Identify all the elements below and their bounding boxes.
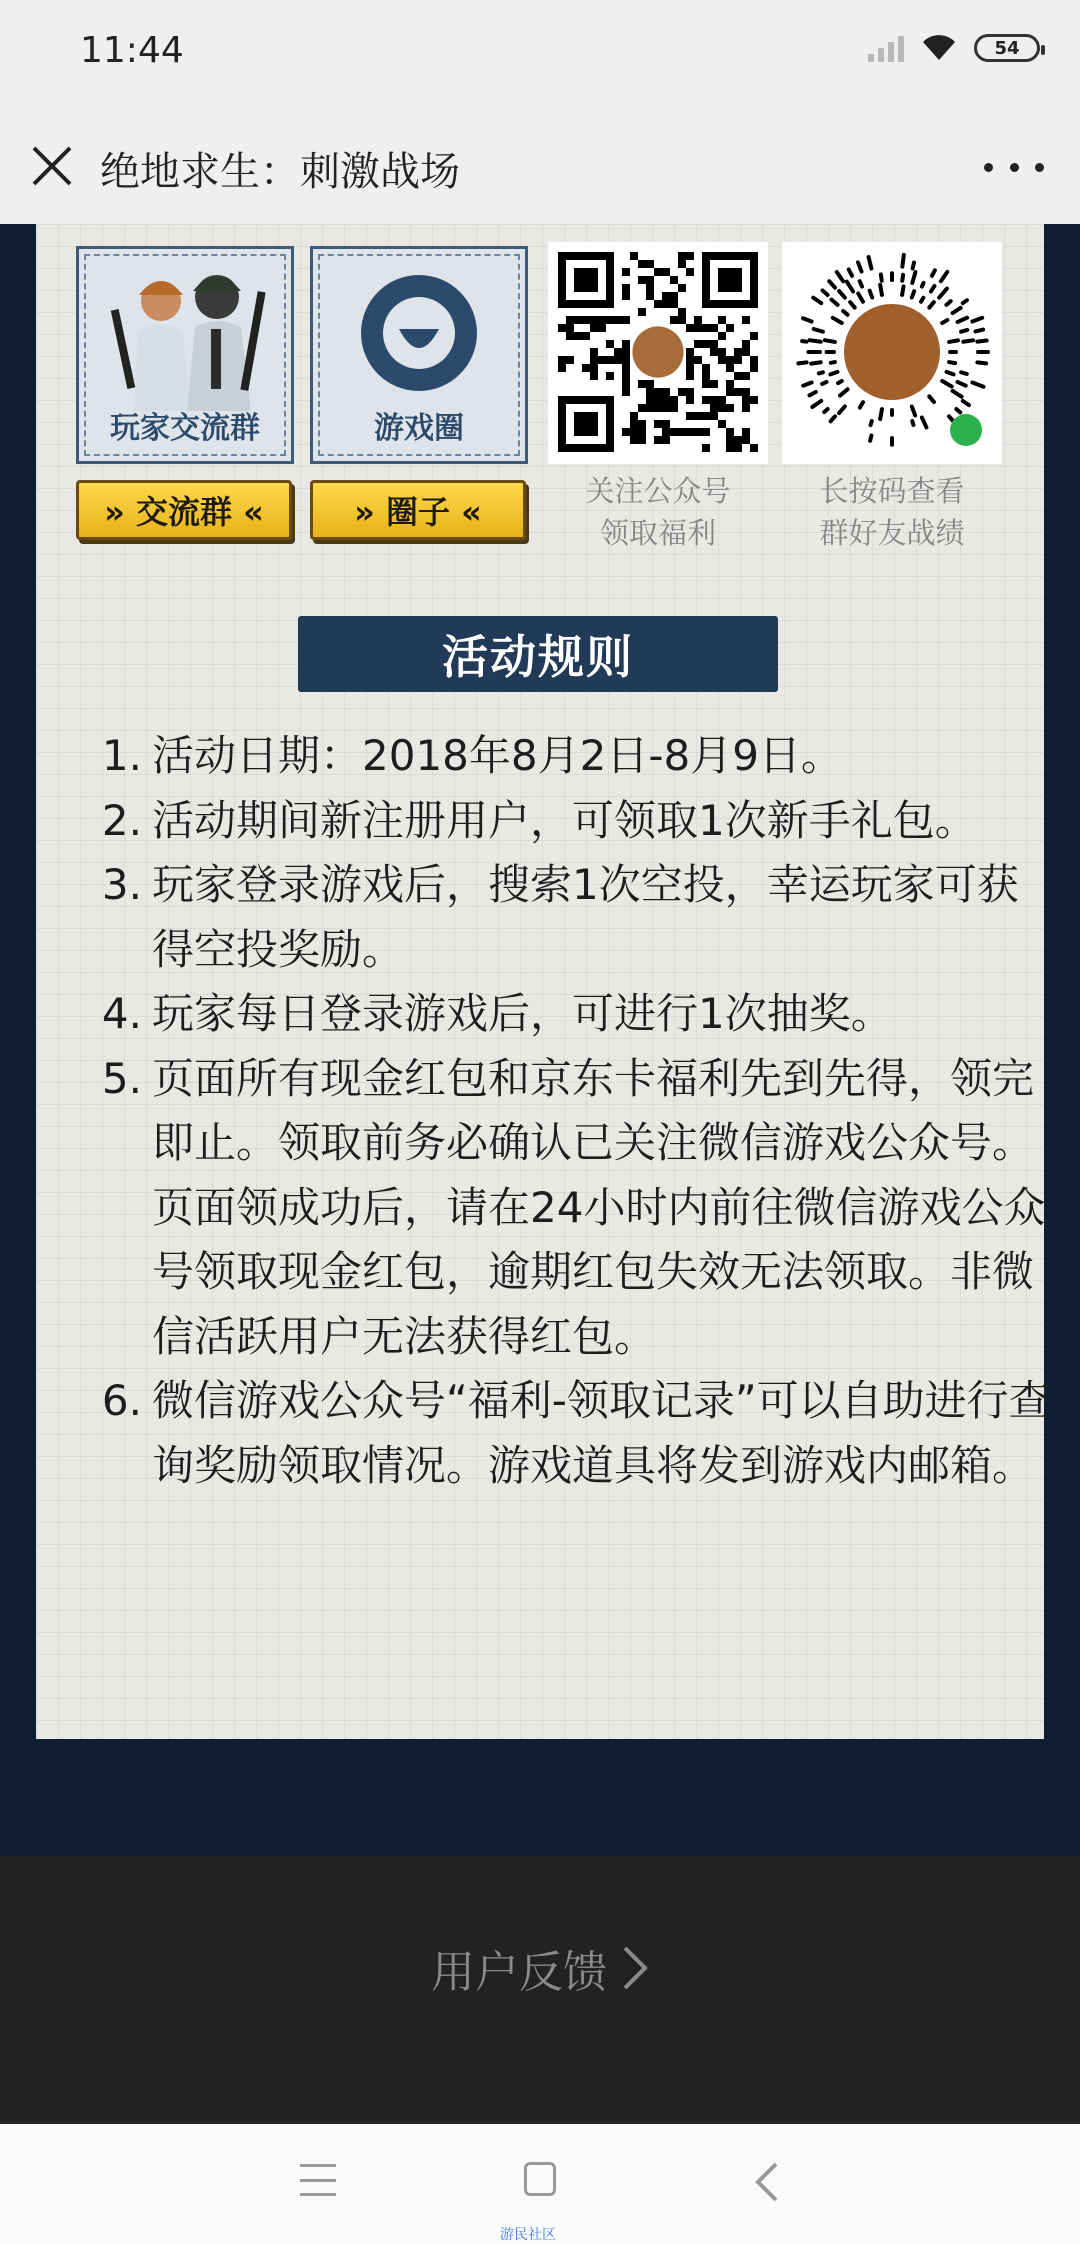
- rule-number: 4.: [101, 989, 142, 1038]
- rules-title: 活动规则: [298, 616, 778, 692]
- page-footer: [0, 1856, 1080, 2124]
- page-title: 绝地求生：刺激战场: [100, 149, 460, 195]
- official-account-caption: [548, 470, 768, 554]
- mini-program-code[interactable]: [782, 242, 1002, 464]
- home-icon[interactable]: [524, 2162, 556, 2196]
- feedback-link[interactable]: [0, 1936, 1080, 2000]
- rule-text: 页面所有现金红包和京东卡福利先到先得，领完即止。领取前务必确认已关注微信游戏公众号。页面领成功后，请在24小时内前往微信游戏公众号领取现金红包，逾期红包失效无法领取。非微信活跃用户无法获得红包。: [152, 1053, 1046, 1361]
- more-icon[interactable]: [984, 150, 1044, 184]
- rule-number: 1.: [101, 731, 142, 780]
- rule-text: 微信游戏公众号“福利-领取记录”可以自助进行查询奖励领取情况。游戏道具将发到游戏内邮箱。: [152, 1376, 1051, 1490]
- web-content: [0, 224, 1080, 1856]
- rule-item: [96, 789, 1056, 854]
- player-group-label: 玩家交流群: [110, 411, 260, 446]
- status-bar: [0, 0, 1080, 110]
- rule-text: 玩家每日登录游戏后，可进行1次抽奖。: [152, 989, 893, 1038]
- battery-level: 54: [994, 37, 1020, 59]
- rule-number: 6.: [101, 1376, 142, 1425]
- status-icons: [868, 34, 1040, 62]
- signal-icon: [868, 34, 904, 62]
- rule-number: 2.: [101, 795, 142, 845]
- qr-caption-line: 关注公众号: [585, 474, 731, 508]
- battery-icon: [974, 34, 1040, 62]
- back-icon[interactable]: [752, 2160, 780, 2204]
- rule-number: 5.: [101, 1053, 142, 1103]
- rule-number: 3.: [101, 860, 142, 909]
- title-bar: [0, 110, 1080, 224]
- mini-program-caption: [782, 470, 1002, 554]
- group-button[interactable]: » 交流群 «: [76, 480, 292, 540]
- rule-item: [96, 982, 1056, 1047]
- rule-item: [96, 1047, 1056, 1370]
- rule-text: 玩家登录游戏后，搜索1次空投，幸运玩家可获得空投奖励。: [152, 860, 1019, 974]
- official-account-qr-code[interactable]: [548, 242, 768, 464]
- rule-item: [96, 724, 1056, 789]
- players-image: [99, 261, 275, 411]
- circle-button[interactable]: » 圈子 «: [310, 480, 526, 540]
- rule-item: [96, 1369, 1056, 1498]
- chevron-right-icon: [621, 1944, 649, 1992]
- rules-list: [96, 724, 1056, 1498]
- wifi-icon: [922, 34, 956, 62]
- player-group-card[interactable]: [76, 246, 294, 464]
- rule-text: 活动期间新注册用户，可领取1次新手礼包。: [152, 795, 977, 845]
- qr-caption-line: 领取福利: [599, 516, 716, 550]
- game-circle-label: 游戏圈: [374, 411, 464, 446]
- rule-text: 活动日期：2018年8月2日-8月9日。: [152, 731, 843, 780]
- system-nav-bar: [0, 2124, 1080, 2244]
- feedback-label: 用户反馈: [431, 1947, 607, 1998]
- watermark-text: 游民社区: [500, 2227, 556, 2243]
- qr-caption-line: 群好友战绩: [819, 516, 965, 550]
- game-circle-card[interactable]: [310, 246, 528, 464]
- event-paper: [36, 224, 1051, 1739]
- close-icon[interactable]: [24, 138, 80, 194]
- status-time: 11:44: [80, 30, 184, 71]
- rule-item: [96, 853, 1056, 982]
- qr-caption-line: 长按码查看: [819, 474, 965, 508]
- menu-icon[interactable]: [300, 2164, 336, 2196]
- chat-bubble-icon: [357, 271, 481, 395]
